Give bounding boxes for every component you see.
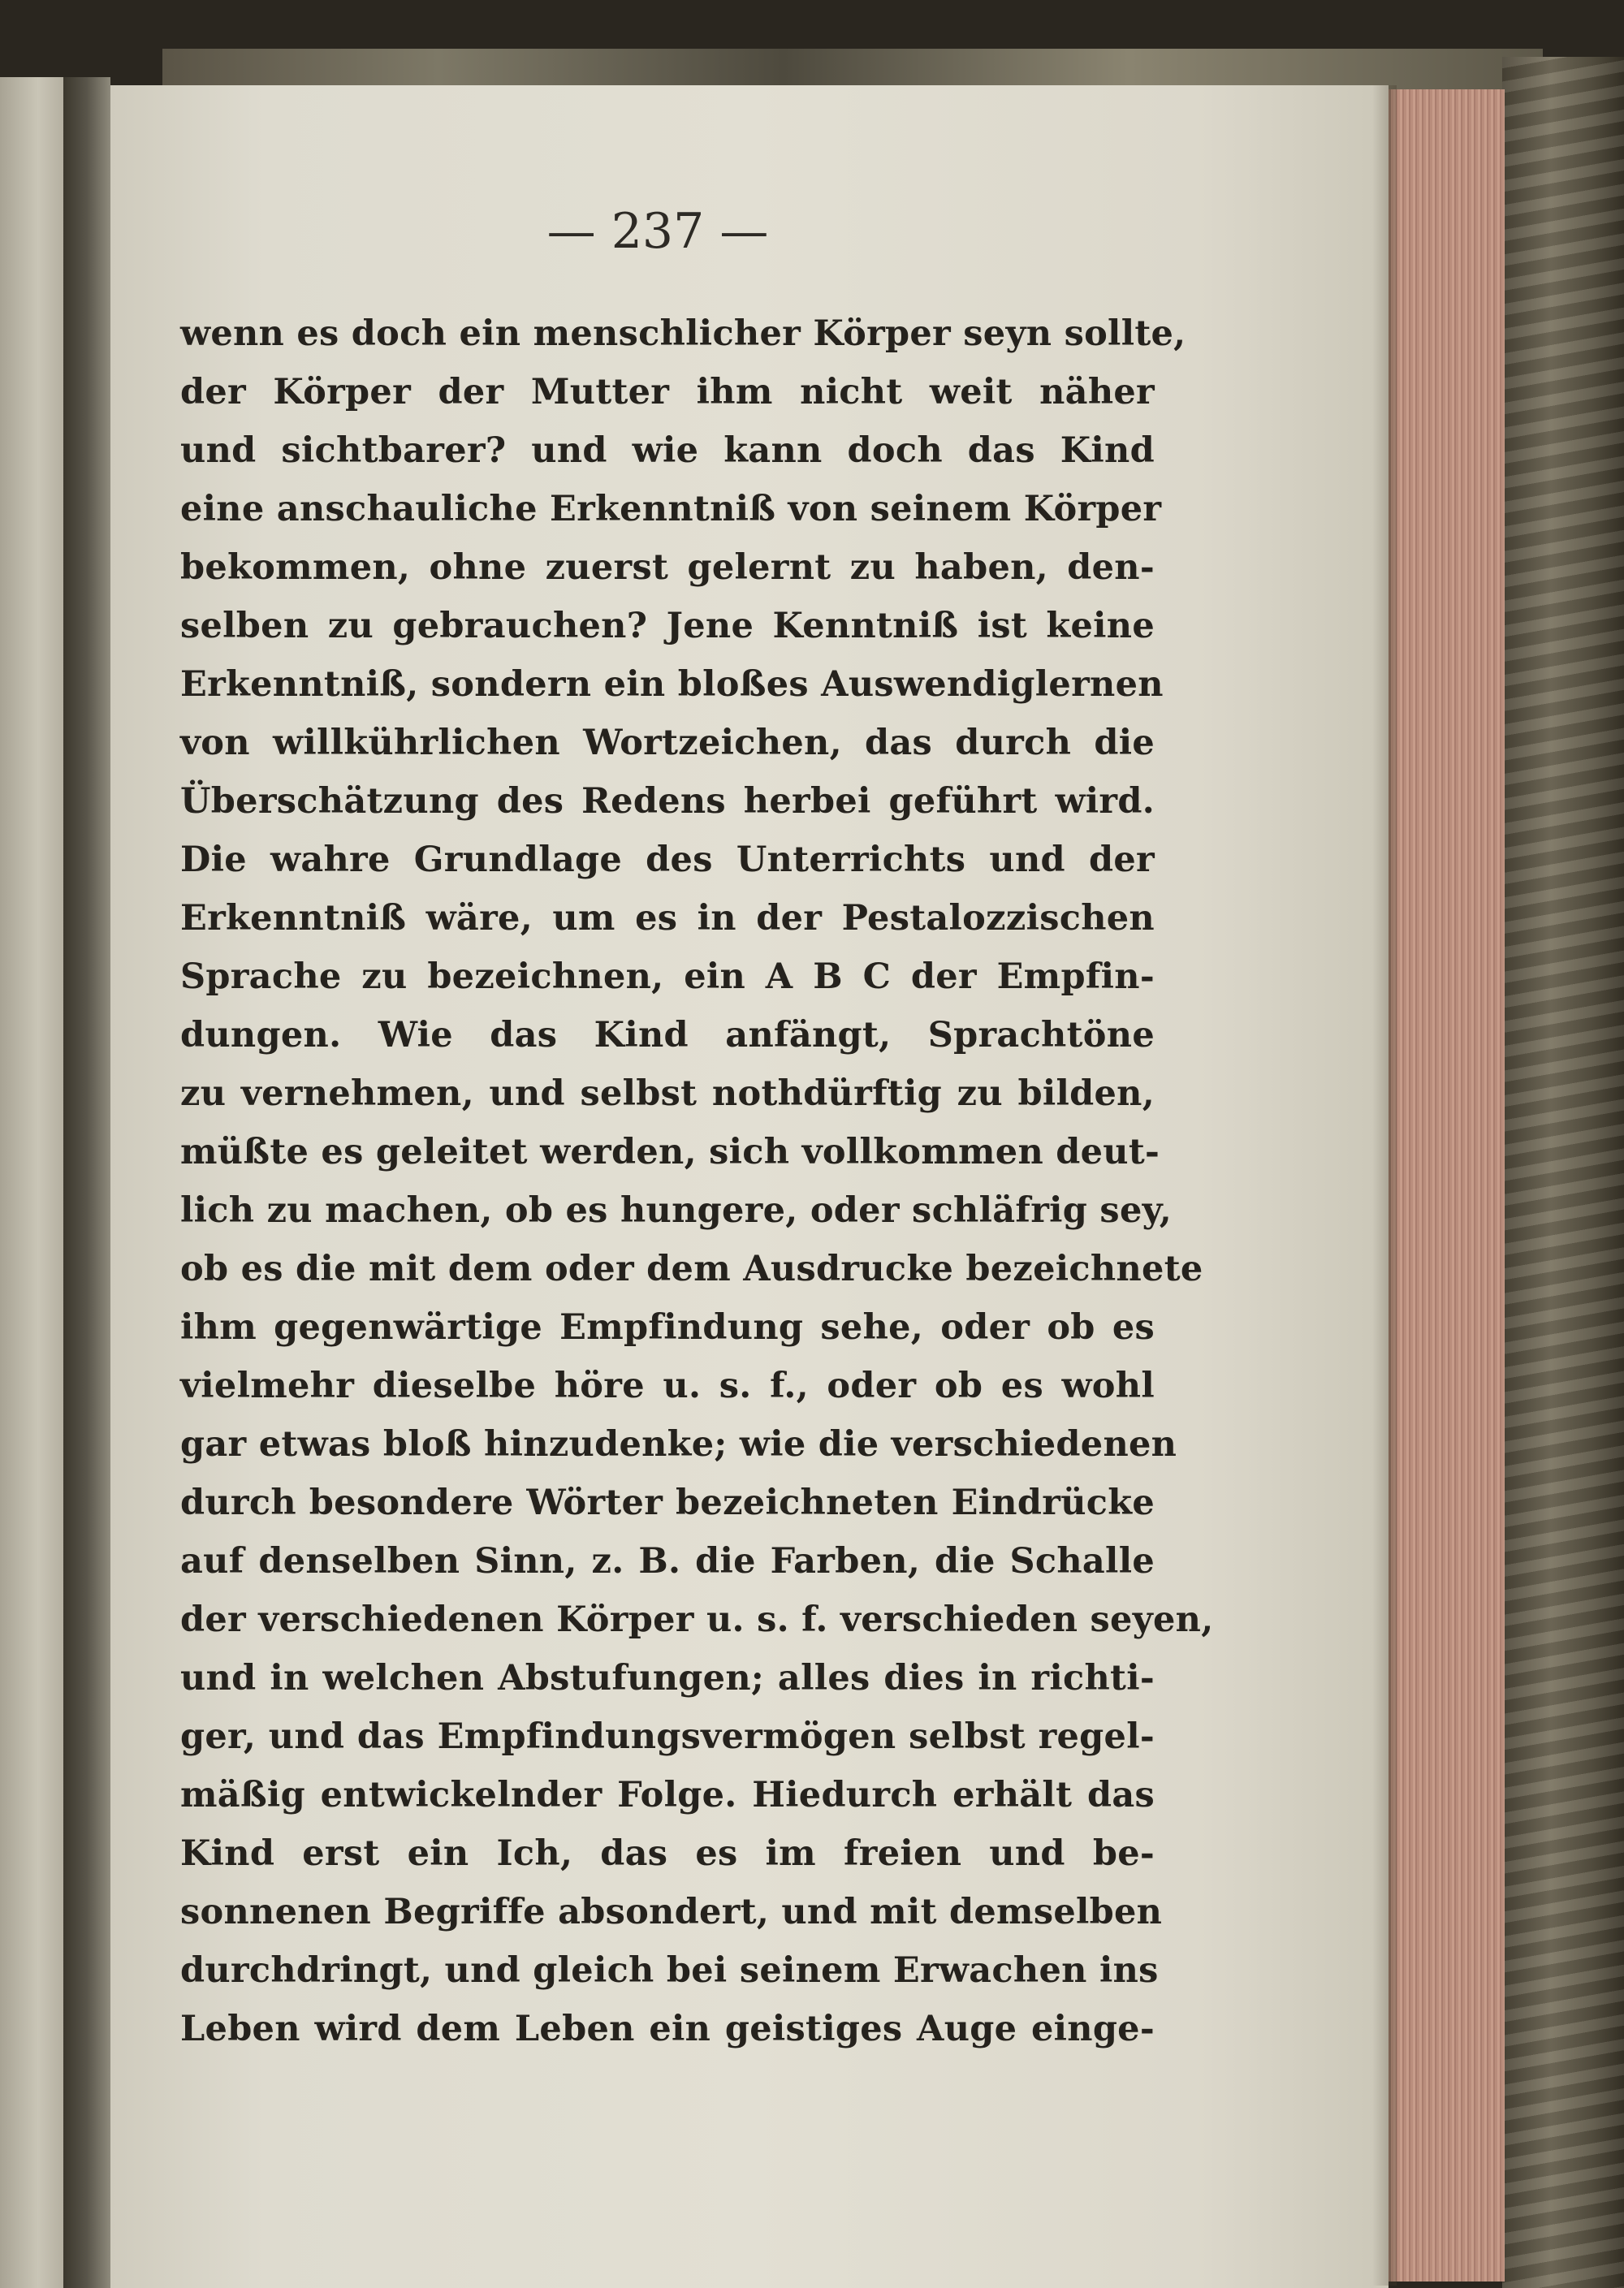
text-line: ger, und das Empfindungsvermögen selbst regel- bbox=[180, 1716, 1155, 1757]
text-line: und in welchen Abstufungen; alles dies in richti- bbox=[180, 1658, 1155, 1699]
text-line: Sprache zu bezeichnen, ein A B C der Empfin- bbox=[180, 956, 1155, 997]
text-line: gar etwas bloß hinzudenke; wie die verschiedenen bbox=[180, 1424, 1177, 1465]
text-line: der Körper der Mutter ihm nicht weit näher bbox=[180, 372, 1155, 412]
text-line: durch besondere Wörter bezeichneten Eindrücke bbox=[180, 1483, 1155, 1523]
text-line: eine anschauliche Erkenntniß von seinem Körper bbox=[180, 489, 1162, 529]
text-line: vielmehr dieselbe höre u. s. f., oder ob es wohl bbox=[180, 1366, 1155, 1406]
text-line: Überschätzung des Redens herbei geführt wird. bbox=[180, 781, 1155, 822]
text-line: mäßig entwickelnder Folge. Hiedurch erhält das bbox=[180, 1775, 1155, 1815]
page-edge-shadow bbox=[1372, 85, 1397, 2286]
text-line: sonnenen Begriffe absondert, und mit demselben bbox=[180, 1892, 1163, 1932]
text-line: Leben wird dem Leben ein geistiges Auge einge- bbox=[180, 2009, 1155, 2049]
text-line: ob es die mit dem oder dem Ausdrucke bezeichnete bbox=[180, 1249, 1203, 1289]
text-line: zu vernehmen, und selbst nothdürftig zu bilden, bbox=[180, 1073, 1155, 1114]
text-line: von willkührlichen Wortzeichen, das durch die bbox=[180, 723, 1155, 763]
text-line: bekommen, ohne zuerst gelernt zu haben, den- bbox=[180, 547, 1155, 588]
text-line: der verschiedenen Körper u. s. f. verschieden seyen, bbox=[180, 1599, 1214, 1640]
text-line: Kind erst ein Ich, das es im freien und be- bbox=[180, 1833, 1155, 1874]
text-line: ihm gegenwärtige Empfindung sehe, oder ob es bbox=[180, 1307, 1155, 1348]
text-line: auf denselben Sinn, z. B. die Farben, die Schalle bbox=[180, 1541, 1155, 1582]
text-line: müßte es geleitet werden, sich vollkommen deut- bbox=[180, 1132, 1160, 1172]
text-line: und sichtbarer? und wie kann doch das Kind bbox=[180, 430, 1155, 471]
text-line: lich zu machen, ob es hungere, oder schläfrig sey, bbox=[180, 1190, 1173, 1231]
page-body-text bbox=[180, 304, 1214, 2058]
text-line: dungen. Wie das Kind anfängt, Sprachtöne bbox=[180, 1015, 1155, 1056]
text-line: Erkenntniß wäre, um es in der Pestalozzischen bbox=[180, 898, 1155, 939]
page-fore-edge bbox=[1389, 89, 1505, 2282]
book-gutter bbox=[63, 77, 110, 2288]
left-page-edge bbox=[0, 77, 66, 2288]
text-line: selben zu gebrauchen? Jene Kenntniß ist keine bbox=[180, 606, 1155, 646]
marbled-cover-right bbox=[1502, 57, 1624, 2288]
text-line: wenn es doch ein menschlicher Körper seyn sollte, bbox=[180, 313, 1186, 354]
text-line: durchdringt, und gleich bei seinem Erwachen ins bbox=[180, 1950, 1159, 1991]
page-number-header: — 237 — bbox=[546, 203, 769, 260]
text-line: Die wahre Grundlage des Unterrichts und der bbox=[180, 840, 1155, 880]
text-line: Erkenntniß, sondern ein bloßes Auswendiglernen bbox=[180, 664, 1164, 705]
